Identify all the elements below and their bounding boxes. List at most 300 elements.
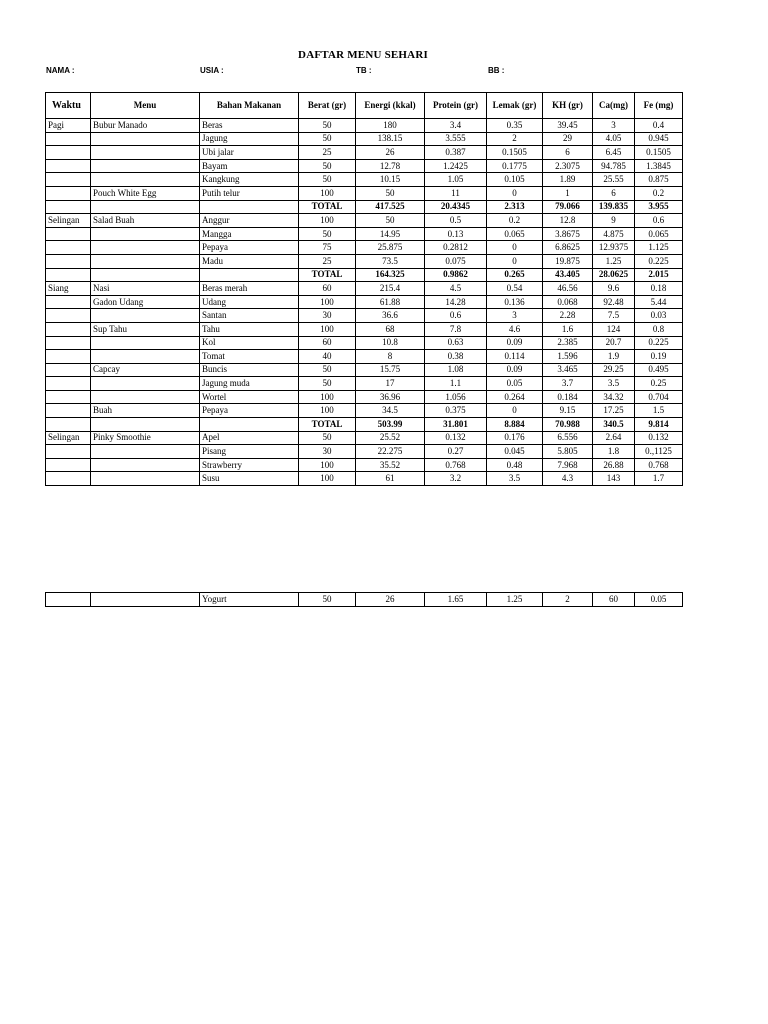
cell-energi: 8: [356, 350, 425, 364]
cell-fe: 1.5: [635, 404, 683, 418]
cell-protein: 0.768: [425, 458, 487, 472]
cell-protein: 4.5: [425, 282, 487, 296]
cell-kh: 43.405: [543, 268, 593, 282]
cell-lemak: 0.1505: [487, 146, 543, 160]
cell-kh: 7.968: [543, 458, 593, 472]
cell-energi: 12.78: [356, 159, 425, 173]
cell-berat: 50: [299, 132, 356, 146]
cell-waktu: Pagi: [46, 119, 91, 133]
cell-kh: 19.875: [543, 254, 593, 268]
cell-waktu: [46, 173, 91, 187]
cell-energi: 164.325: [356, 268, 425, 282]
cell-menu: Buah: [91, 404, 200, 418]
cell-fe: 9.814: [635, 418, 683, 432]
total-row: [46, 418, 683, 432]
cell-waktu: [46, 241, 91, 255]
cell-bahan: Udang: [200, 295, 299, 309]
cell-bahan: Jagung: [200, 132, 299, 146]
cell-bahan: Jagung muda: [200, 377, 299, 391]
cell-waktu: [46, 350, 91, 364]
cell-waktu: [46, 404, 91, 418]
cell-energi: 35.52: [356, 458, 425, 472]
cell-protein: 0.38: [425, 350, 487, 364]
table-row: [46, 390, 683, 404]
cell-lemak: 0.045: [487, 445, 543, 459]
cell-lemak: 8.884: [487, 418, 543, 432]
table-row: [46, 431, 683, 445]
menu-table: [45, 92, 683, 486]
cell-protein: 31.801: [425, 418, 487, 432]
cell-berat: 25: [299, 254, 356, 268]
cell-bahan: Beras merah: [200, 282, 299, 296]
cell-protein: 1.2425: [425, 159, 487, 173]
cell-bahan: Buncis: [200, 363, 299, 377]
cell-fe: 0.225: [635, 254, 683, 268]
cell-menu: [91, 132, 200, 146]
cell-fe: 0.945: [635, 132, 683, 146]
cell-fe: 0.225: [635, 336, 683, 350]
cell-fe: 0.2: [635, 186, 683, 200]
cell-berat: TOTAL: [299, 268, 356, 282]
cell-ca: 1.8: [593, 445, 635, 459]
table-row: [46, 186, 683, 200]
cell-protein: 1.65: [425, 593, 487, 607]
cell-waktu: [46, 295, 91, 309]
cell-bahan: Pepaya: [200, 241, 299, 255]
cell-protein: 11: [425, 186, 487, 200]
cell-ca: 17.25: [593, 404, 635, 418]
header-berat: Berat (gr): [299, 93, 356, 119]
cell-protein: 0.132: [425, 431, 487, 445]
cell-fe: 0.03: [635, 309, 683, 323]
cell-menu: Gadon Udang: [91, 295, 200, 309]
cell-lemak: 0.176: [487, 431, 543, 445]
cell-kh: 1.596: [543, 350, 593, 364]
cell-ca: 34.32: [593, 390, 635, 404]
cell-bahan: Yogurt: [200, 593, 299, 607]
table-row: [46, 377, 683, 391]
header-lemak: Lemak (gr): [487, 93, 543, 119]
cell-fe: 0.18: [635, 282, 683, 296]
cell-menu: [91, 336, 200, 350]
cell-energi: 503.99: [356, 418, 425, 432]
cell-bahan: Pepaya: [200, 404, 299, 418]
cell-kh: 6.556: [543, 431, 593, 445]
cell-energi: 22.275: [356, 445, 425, 459]
cell-waktu: Siang: [46, 282, 91, 296]
cell-energi: 61.88: [356, 295, 425, 309]
cell-ca: 6: [593, 186, 635, 200]
cell-kh: 4.3: [543, 472, 593, 486]
cell-berat: 60: [299, 336, 356, 350]
cell-ca: 1.9: [593, 350, 635, 364]
cell-energi: 138.15: [356, 132, 425, 146]
cell-fe: 0.4: [635, 119, 683, 133]
cell-ca: 9.6: [593, 282, 635, 296]
cell-energi: 10.15: [356, 173, 425, 187]
cell-energi: 50: [356, 186, 425, 200]
cell-kh: 2: [543, 593, 593, 607]
cell-energi: 25.875: [356, 241, 425, 255]
table-row: [46, 146, 683, 160]
cell-protein: 0.5: [425, 214, 487, 228]
cell-bahan: Wortel: [200, 390, 299, 404]
cell-menu: [91, 309, 200, 323]
cell-energi: 15.75: [356, 363, 425, 377]
cell-menu: [91, 472, 200, 486]
cell-menu: Capcay: [91, 363, 200, 377]
total-row: [46, 268, 683, 282]
cell-protein: 0.387: [425, 146, 487, 160]
cell-protein: 1.08: [425, 363, 487, 377]
header-fe: Fe (mg): [635, 93, 683, 119]
cell-menu: [91, 241, 200, 255]
table-row: [46, 350, 683, 364]
cell-ca: 340.5: [593, 418, 635, 432]
cell-ca: 25.55: [593, 173, 635, 187]
cell-waktu: [46, 418, 91, 432]
cell-kh: 3.8675: [543, 227, 593, 241]
cell-lemak: 0.265: [487, 268, 543, 282]
cell-berat: 30: [299, 309, 356, 323]
cell-berat: 50: [299, 431, 356, 445]
cell-menu: [91, 173, 200, 187]
table-row: [46, 322, 683, 336]
cell-fe: 0.875: [635, 173, 683, 187]
cell-waktu: [46, 593, 91, 607]
cell-ca: 20.7: [593, 336, 635, 350]
cell-lemak: 0.05: [487, 377, 543, 391]
cell-ca: 3.5: [593, 377, 635, 391]
cell-menu: Salad Buah: [91, 214, 200, 228]
cell-ca: 4.875: [593, 227, 635, 241]
cell-waktu: [46, 268, 91, 282]
cell-waktu: [46, 445, 91, 459]
cell-fe: 1.125: [635, 241, 683, 255]
cell-waktu: [46, 146, 91, 160]
cell-energi: 14.95: [356, 227, 425, 241]
cell-waktu: [46, 159, 91, 173]
cell-kh: 29: [543, 132, 593, 146]
cell-energi: 36.96: [356, 390, 425, 404]
cell-protein: 0.9862: [425, 268, 487, 282]
cell-menu: [91, 227, 200, 241]
cell-kh: 39.45: [543, 119, 593, 133]
table-row: [46, 363, 683, 377]
cell-bahan: Strawberry: [200, 458, 299, 472]
cell-lemak: 0: [487, 186, 543, 200]
cell-berat: TOTAL: [299, 200, 356, 214]
cell-protein: 3.2: [425, 472, 487, 486]
cell-berat: 100: [299, 458, 356, 472]
cell-menu: [91, 418, 200, 432]
cell-kh: 3.7: [543, 377, 593, 391]
cell-kh: 6.8625: [543, 241, 593, 255]
cell-menu: [91, 350, 200, 364]
cell-menu: [91, 200, 200, 214]
cell-energi: 68: [356, 322, 425, 336]
cell-ca: 9: [593, 214, 635, 228]
table-header-row: [46, 93, 683, 119]
cell-kh: 0.068: [543, 295, 593, 309]
table-row: [46, 309, 683, 323]
nama-label: NAMA :: [46, 66, 75, 75]
table-row: [46, 119, 683, 133]
cell-fe: 0.05: [635, 593, 683, 607]
cell-menu: [91, 146, 200, 160]
cell-waktu: [46, 200, 91, 214]
cell-ca: 92.48: [593, 295, 635, 309]
cell-bahan: Tomat: [200, 350, 299, 364]
cell-lemak: 3.5: [487, 472, 543, 486]
cell-lemak: 2.313: [487, 200, 543, 214]
cell-berat: 100: [299, 322, 356, 336]
cell-menu: [91, 458, 200, 472]
bb-label: BB :: [488, 66, 505, 75]
cell-fe: 2.015: [635, 268, 683, 282]
cell-energi: 26: [356, 146, 425, 160]
cell-bahan: Tahu: [200, 322, 299, 336]
cell-berat: 100: [299, 295, 356, 309]
cell-berat: 50: [299, 227, 356, 241]
cell-waktu: Selingan: [46, 214, 91, 228]
cell-berat: 100: [299, 390, 356, 404]
cell-protein: 3.555: [425, 132, 487, 146]
cell-lemak: 0.136: [487, 295, 543, 309]
cell-kh: 2.28: [543, 309, 593, 323]
cell-lemak: 0.54: [487, 282, 543, 296]
cell-lemak: 0: [487, 404, 543, 418]
cell-menu: [91, 254, 200, 268]
cell-bahan: Mangga: [200, 227, 299, 241]
cell-waktu: [46, 472, 91, 486]
cell-berat: 50: [299, 377, 356, 391]
cell-kh: 9.15: [543, 404, 593, 418]
cell-ca: 94.785: [593, 159, 635, 173]
cell-energi: 73.5: [356, 254, 425, 268]
cell-berat: 50: [299, 159, 356, 173]
cell-lemak: 4.6: [487, 322, 543, 336]
cell-bahan: [200, 200, 299, 214]
cell-bahan: Pisang: [200, 445, 299, 459]
tb-label: TB :: [356, 66, 372, 75]
table-row: [46, 241, 683, 255]
cell-menu: Nasi: [91, 282, 200, 296]
cell-ca: 60: [593, 593, 635, 607]
cell-bahan: [200, 268, 299, 282]
cell-waktu: [46, 132, 91, 146]
cell-fe: 0.704: [635, 390, 683, 404]
cell-kh: 3.465: [543, 363, 593, 377]
cell-berat: 50: [299, 119, 356, 133]
cell-menu: Pouch White Egg: [91, 186, 200, 200]
table-row: [46, 445, 683, 459]
cell-fe: 5.44: [635, 295, 683, 309]
cell-bahan: [200, 418, 299, 432]
table-row: [46, 159, 683, 173]
cell-fe: 0.495: [635, 363, 683, 377]
cell-waktu: [46, 322, 91, 336]
cell-lemak: 0.2: [487, 214, 543, 228]
cell-fe: 1.3845: [635, 159, 683, 173]
table-row: [46, 227, 683, 241]
cell-bahan: Kangkung: [200, 173, 299, 187]
cell-protein: 0.63: [425, 336, 487, 350]
cell-ca: 143: [593, 472, 635, 486]
cell-fe: 0.768: [635, 458, 683, 472]
cell-protein: 20.4345: [425, 200, 487, 214]
header-energi: Energi (kkal): [356, 93, 425, 119]
cell-protein: 0.2812: [425, 241, 487, 255]
cell-lemak: 0.105: [487, 173, 543, 187]
header-ca: Ca(mg): [593, 93, 635, 119]
cell-lemak: 0.09: [487, 363, 543, 377]
cell-energi: 215.4: [356, 282, 425, 296]
cell-bahan: Santan: [200, 309, 299, 323]
cell-ca: 29.25: [593, 363, 635, 377]
usia-label: USIA :: [200, 66, 224, 75]
cell-ca: 139.835: [593, 200, 635, 214]
cell-fe: 0.25: [635, 377, 683, 391]
table-row: [46, 295, 683, 309]
cell-berat: 100: [299, 472, 356, 486]
cell-kh: 2.3075: [543, 159, 593, 173]
cell-kh: 5.805: [543, 445, 593, 459]
cell-bahan: Ubi jalar: [200, 146, 299, 160]
cell-berat: 100: [299, 404, 356, 418]
page-title: DAFTAR MENU SEHARI: [298, 49, 428, 61]
cell-fe: 0.19: [635, 350, 683, 364]
cell-lemak: 1.25: [487, 593, 543, 607]
cell-menu: [91, 445, 200, 459]
cell-protein: 3.4: [425, 119, 487, 133]
cell-waktu: [46, 458, 91, 472]
cell-energi: 34.5: [356, 404, 425, 418]
cell-ca: 2.64: [593, 431, 635, 445]
cell-berat: 50: [299, 363, 356, 377]
cell-waktu: [46, 254, 91, 268]
cell-berat: 50: [299, 173, 356, 187]
cell-bahan: Putih telur: [200, 186, 299, 200]
cell-waktu: Selingan: [46, 431, 91, 445]
cell-bahan: Apel: [200, 431, 299, 445]
cell-fe: 0.,1125: [635, 445, 683, 459]
cell-lemak: 3: [487, 309, 543, 323]
cell-protein: 7.8: [425, 322, 487, 336]
cell-lemak: 0.35: [487, 119, 543, 133]
cell-lemak: 0: [487, 254, 543, 268]
cell-menu: [91, 390, 200, 404]
cell-bahan: Susu: [200, 472, 299, 486]
cell-protein: 1.05: [425, 173, 487, 187]
cell-berat: 50: [299, 593, 356, 607]
header-menu: Menu: [91, 93, 200, 119]
header-protein: Protein (gr): [425, 93, 487, 119]
cell-protein: 0.13: [425, 227, 487, 241]
cell-kh: 1.89: [543, 173, 593, 187]
cell-ca: 3: [593, 119, 635, 133]
cell-berat: 100: [299, 214, 356, 228]
header-bahan: Bahan Makanan: [200, 93, 299, 119]
cell-kh: 1.6: [543, 322, 593, 336]
table-row: [46, 336, 683, 350]
cell-waktu: [46, 390, 91, 404]
cell-bahan: Beras: [200, 119, 299, 133]
cell-ca: 28.0625: [593, 268, 635, 282]
cell-ca: 1.25: [593, 254, 635, 268]
cell-waktu: [46, 336, 91, 350]
cell-waktu: [46, 186, 91, 200]
cell-energi: 180: [356, 119, 425, 133]
table-row: [46, 173, 683, 187]
cell-berat: TOTAL: [299, 418, 356, 432]
cell-berat: 60: [299, 282, 356, 296]
cell-protein: 0.6: [425, 309, 487, 323]
cell-energi: 26: [356, 593, 425, 607]
table-row: [46, 282, 683, 296]
cell-fe: 0.132: [635, 431, 683, 445]
cell-energi: 10.8: [356, 336, 425, 350]
cell-kh: 0.184: [543, 390, 593, 404]
cell-ca: 124: [593, 322, 635, 336]
cell-menu: [91, 593, 200, 607]
cell-berat: 25: [299, 146, 356, 160]
cell-protein: 0.075: [425, 254, 487, 268]
cell-fe: 1.7: [635, 472, 683, 486]
cell-energi: 417.525: [356, 200, 425, 214]
cell-protein: 14.28: [425, 295, 487, 309]
cell-menu: Bubur Manado: [91, 119, 200, 133]
table-row: [46, 132, 683, 146]
cell-fe: 0.6: [635, 214, 683, 228]
cell-protein: 1.056: [425, 390, 487, 404]
cell-kh: 6: [543, 146, 593, 160]
cell-energi: 17: [356, 377, 425, 391]
table-row: [46, 404, 683, 418]
cell-protein: 1.1: [425, 377, 487, 391]
cell-waktu: [46, 227, 91, 241]
cell-menu: [91, 377, 200, 391]
cell-menu: [91, 268, 200, 282]
header-kh: KH (gr): [543, 93, 593, 119]
cell-protein: 0.375: [425, 404, 487, 418]
cell-bahan: Kol: [200, 336, 299, 350]
table-row: [46, 458, 683, 472]
cell-lemak: 0: [487, 241, 543, 255]
cell-menu: [91, 159, 200, 173]
cell-lemak: 2: [487, 132, 543, 146]
cell-energi: 50: [356, 214, 425, 228]
cell-lemak: 0.264: [487, 390, 543, 404]
cell-lemak: 0.09: [487, 336, 543, 350]
cell-fe: 0.065: [635, 227, 683, 241]
cell-kh: 70.988: [543, 418, 593, 432]
cell-lemak: 0.114: [487, 350, 543, 364]
cell-energi: 25.52: [356, 431, 425, 445]
cell-kh: 1: [543, 186, 593, 200]
cell-menu: Pinky Smoothie: [91, 431, 200, 445]
cell-kh: 12.8: [543, 214, 593, 228]
cell-bahan: Bayam: [200, 159, 299, 173]
cell-lemak: 0.48: [487, 458, 543, 472]
cell-menu: Sup Tahu: [91, 322, 200, 336]
cell-fe: 3.955: [635, 200, 683, 214]
cell-protein: 0.27: [425, 445, 487, 459]
cell-kh: 2.385: [543, 336, 593, 350]
cell-fe: 0.8: [635, 322, 683, 336]
table-row: [46, 214, 683, 228]
table-row: [46, 593, 683, 607]
